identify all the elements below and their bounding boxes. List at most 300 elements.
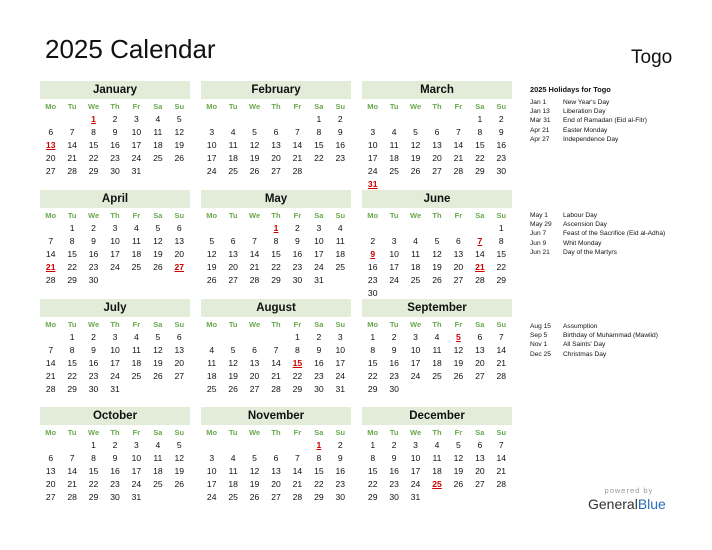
empty-cell: [40, 113, 61, 126]
weekday-label: Sa: [475, 320, 485, 329]
day-cell: 23: [389, 371, 399, 381]
month-header: August: [201, 299, 351, 317]
day-cell: 7: [498, 440, 504, 450]
day-cell: 27: [432, 166, 442, 176]
day-cell: 17: [206, 479, 217, 489]
day-cell: 18: [153, 466, 163, 476]
weekday-label: Mo: [367, 428, 379, 437]
empty-cell: [362, 222, 383, 235]
day-cell: 7: [456, 127, 461, 137]
day-cell: 25: [410, 275, 421, 285]
day-cell: 10: [410, 345, 421, 355]
empty-cell: [201, 331, 222, 344]
weekday-label: Mo: [367, 320, 379, 329]
weekday-label: We: [249, 320, 261, 329]
day-cell: 15: [314, 140, 324, 150]
day-cell: 15: [367, 466, 378, 476]
day-cell: 20: [174, 358, 185, 368]
day-cell: 1: [316, 114, 322, 124]
day-cell: 18: [389, 153, 399, 163]
day-cell: 10: [206, 140, 217, 150]
day-cell: 29: [475, 166, 485, 176]
day-cell: 27: [228, 275, 238, 285]
day-cell: 27: [453, 275, 464, 285]
day-cell: 1: [91, 440, 96, 450]
weekday-label: Th: [110, 211, 120, 220]
day-cell: 31: [131, 166, 142, 176]
weekday-label: Mo: [45, 211, 57, 220]
weekday-label: Th: [110, 320, 120, 329]
day-cell: 3: [209, 127, 215, 137]
month-grid: [40, 426, 190, 504]
holiday-item: [530, 98, 710, 107]
weekday-label: Th: [271, 320, 281, 329]
holiday-date: Jun 7: [530, 230, 547, 238]
day-cell: 22: [475, 153, 485, 163]
day-cell: 16: [88, 249, 99, 259]
day-cell: 17: [206, 153, 217, 163]
day-cell: 25: [153, 479, 163, 489]
month-november: [201, 407, 351, 504]
day-cell: 19: [228, 371, 238, 381]
day-cell: 19: [453, 358, 464, 368]
day-cell: 14: [45, 358, 56, 368]
day-cell: 1: [295, 332, 300, 342]
holiday-day-cell: 13: [45, 140, 56, 150]
holiday-item: [530, 331, 710, 340]
day-cell: 7: [48, 236, 54, 246]
weekday-label: Su: [496, 428, 507, 437]
holiday-day-cell: 9: [370, 249, 376, 259]
day-cell: 6: [456, 236, 461, 246]
month-grid: [201, 426, 351, 504]
day-cell: 10: [314, 236, 324, 246]
holiday-date: Aug 15: [530, 323, 551, 330]
weekday-label: Fr: [454, 428, 463, 437]
day-cell: 9: [391, 453, 397, 463]
day-cell: 29: [367, 384, 378, 394]
day-cell: 28: [453, 166, 464, 176]
holiday-name: Birthday of Muhammad (Mawlid): [563, 332, 658, 340]
day-cell: 26: [249, 166, 260, 176]
day-cell: 21: [496, 358, 507, 368]
day-cell: 8: [91, 127, 96, 137]
day-cell: 17: [314, 249, 324, 259]
day-cell: 19: [153, 358, 163, 368]
empty-cell: [405, 222, 426, 235]
holiday-day-cell: 7: [477, 236, 483, 246]
month-grid: [201, 318, 351, 396]
day-cell: 29: [67, 384, 77, 394]
day-cell: 12: [174, 127, 185, 137]
month-april: [40, 190, 190, 287]
day-cell: 14: [453, 140, 464, 150]
holiday-name: Ascension Day: [563, 221, 607, 229]
holiday-date: May 29: [530, 221, 552, 229]
holiday-item: [530, 248, 710, 257]
day-cell: 19: [453, 466, 464, 476]
month-july: [40, 299, 190, 396]
day-cell: 22: [367, 371, 378, 381]
day-cell: 2: [498, 114, 504, 124]
day-cell: 18: [432, 466, 442, 476]
day-cell: 7: [69, 127, 75, 137]
day-cell: 11: [207, 358, 217, 368]
day-cell: 30: [292, 275, 303, 285]
empty-cell: [469, 222, 490, 235]
day-cell: 4: [209, 345, 215, 355]
day-cell: 7: [498, 332, 504, 342]
day-cell: 20: [45, 479, 56, 489]
holiday-date: Sep 5: [530, 332, 548, 340]
empty-cell: [405, 113, 426, 126]
empty-cell: [201, 439, 222, 452]
holiday-day-cell: 5: [456, 332, 461, 342]
day-cell: 24: [110, 371, 120, 381]
day-cell: 18: [206, 371, 217, 381]
holiday-item: [530, 211, 710, 220]
empty-cell: [40, 331, 61, 344]
day-cell: 12: [153, 345, 163, 355]
day-cell: 13: [475, 345, 485, 355]
holiday-name: Independence Day: [563, 135, 619, 143]
day-cell: 9: [91, 236, 96, 246]
day-cell: 29: [367, 492, 378, 502]
day-cell: 8: [69, 236, 75, 246]
day-cell: 28: [45, 384, 56, 394]
holiday-list-2: [530, 211, 710, 257]
day-cell: 19: [174, 466, 185, 476]
weekday-label: Sa: [314, 211, 324, 220]
day-cell: 26: [174, 153, 185, 163]
day-cell: 25: [228, 492, 238, 502]
day-cell: 1: [69, 332, 75, 342]
day-cell: 17: [131, 140, 142, 150]
day-cell: 8: [370, 453, 376, 463]
day-cell: 13: [174, 236, 185, 246]
day-cell: 21: [249, 262, 260, 272]
holiday-name: New Year's Day: [563, 99, 610, 106]
day-cell: 2: [112, 114, 118, 124]
day-cell: 4: [155, 440, 161, 450]
day-cell: 17: [110, 358, 120, 368]
day-cell: 9: [91, 345, 96, 355]
day-cell: 20: [228, 262, 238, 272]
day-cell: 4: [230, 127, 236, 137]
day-cell: 3: [337, 332, 343, 342]
weekday-label: Tu: [389, 211, 399, 220]
holiday-date: May 1: [530, 212, 548, 219]
day-cell: 25: [335, 262, 346, 272]
day-cell: 10: [131, 453, 142, 463]
day-cell: 21: [453, 153, 464, 163]
day-cell: 25: [131, 371, 142, 381]
day-cell: 28: [249, 275, 260, 285]
empty-cell: [362, 113, 383, 126]
day-cell: 20: [475, 466, 485, 476]
day-cell: 14: [292, 140, 303, 150]
brand-name: GeneralBlue: [588, 496, 666, 512]
day-cell: 14: [67, 466, 77, 476]
day-cell: 16: [335, 466, 346, 476]
holiday-name: Whit Monday: [563, 239, 602, 247]
day-cell: 10: [389, 249, 399, 259]
day-cell: 15: [67, 249, 77, 259]
weekday-label: Sa: [153, 102, 163, 111]
day-cell: 10: [206, 466, 217, 476]
day-cell: 24: [131, 153, 142, 163]
month-grid: [201, 209, 351, 287]
day-cell: 18: [432, 358, 442, 368]
month-grid: [362, 100, 512, 191]
day-cell: 9: [498, 127, 504, 137]
weekday-label: Th: [271, 102, 281, 111]
day-cell: 19: [432, 262, 442, 272]
month-grid: [40, 318, 190, 396]
day-cell: 3: [413, 332, 418, 342]
day-cell: 27: [271, 492, 281, 502]
day-cell: 29: [88, 166, 99, 176]
day-cell: 9: [391, 345, 397, 355]
weekday-label: Mo: [367, 211, 379, 220]
holiday-date: Jun 21: [530, 248, 550, 256]
day-cell: 16: [367, 262, 378, 272]
day-cell: 29: [271, 275, 281, 285]
day-cell: 12: [249, 140, 260, 150]
weekday-label: Mo: [206, 320, 218, 329]
day-cell: 14: [271, 358, 281, 368]
day-cell: 14: [496, 345, 507, 355]
month-header: October: [40, 407, 190, 425]
day-cell: 30: [88, 384, 99, 394]
day-cell: 24: [110, 262, 120, 272]
day-cell: 23: [335, 153, 346, 163]
empty-cell: [383, 113, 404, 126]
day-cell: 10: [131, 127, 142, 137]
day-cell: 6: [48, 127, 54, 137]
day-cell: 11: [389, 140, 399, 150]
day-cell: 26: [410, 166, 421, 176]
day-cell: 11: [411, 249, 421, 259]
day-cell: 16: [314, 358, 324, 368]
day-cell: 15: [88, 466, 99, 476]
month-header: November: [201, 407, 351, 425]
day-cell: 16: [389, 358, 399, 368]
holiday-day-cell: 1: [316, 440, 322, 450]
weekday-label: Th: [432, 102, 442, 111]
day-cell: 16: [292, 249, 303, 259]
day-cell: 1: [477, 114, 483, 124]
day-cell: 17: [110, 249, 120, 259]
day-cell: 8: [477, 127, 483, 137]
weekday-label: Th: [432, 211, 442, 220]
day-cell: 28: [45, 275, 56, 285]
day-cell: 13: [432, 140, 442, 150]
day-cell: 22: [314, 153, 324, 163]
weekday-label: Fr: [454, 320, 463, 329]
weekday-label: We: [249, 211, 261, 220]
day-cell: 8: [370, 345, 376, 355]
month-grid: [362, 426, 512, 504]
day-cell: 30: [314, 384, 324, 394]
empty-cell: [244, 331, 265, 344]
weekday-label: Mo: [367, 102, 379, 111]
day-cell: 20: [453, 262, 464, 272]
day-cell: 23: [335, 479, 346, 489]
day-cell: 27: [45, 492, 56, 502]
day-cell: 5: [434, 236, 440, 246]
day-cell: 20: [249, 371, 260, 381]
weekday-label: Fr: [293, 211, 302, 220]
weekday-label: Su: [174, 102, 185, 111]
holiday-item: [530, 135, 710, 144]
weekday-label: Fr: [132, 428, 141, 437]
day-cell: 31: [335, 384, 346, 394]
day-cell: 1: [370, 332, 376, 342]
day-cell: 6: [273, 453, 279, 463]
holiday-item: [530, 340, 710, 349]
day-cell: 5: [252, 453, 257, 463]
weekday-label: Th: [271, 211, 281, 220]
day-cell: 16: [335, 140, 346, 150]
holiday-item: [530, 116, 710, 125]
weekday-label: Mo: [45, 320, 57, 329]
weekday-label: Sa: [153, 320, 163, 329]
day-cell: 27: [174, 371, 185, 381]
day-cell: 20: [475, 358, 485, 368]
day-cell: 1: [69, 223, 75, 233]
weekday-label: Mo: [45, 428, 57, 437]
day-cell: 22: [292, 371, 303, 381]
holiday-name: Christmas Day: [563, 350, 607, 358]
weekday-label: We: [410, 428, 422, 437]
weekday-label: Su: [496, 320, 507, 329]
month-grid: [40, 209, 190, 287]
day-cell: 2: [112, 440, 118, 450]
day-cell: 5: [176, 440, 182, 450]
holiday-date: Nov 1: [530, 341, 548, 349]
day-cell: 4: [134, 223, 139, 233]
day-cell: 18: [228, 479, 238, 489]
day-cell: 4: [434, 332, 440, 342]
day-cell: 17: [335, 358, 346, 368]
day-cell: 17: [410, 358, 421, 368]
day-cell: 26: [153, 371, 163, 381]
day-cell: 12: [174, 453, 185, 463]
empty-cell: [222, 331, 243, 344]
weekday-label: Fr: [293, 428, 302, 437]
day-cell: 29: [292, 384, 303, 394]
day-cell: 19: [153, 249, 163, 259]
day-cell: 24: [335, 371, 346, 381]
weekday-label: Tu: [67, 320, 77, 329]
day-cell: 27: [271, 166, 281, 176]
holiday-item: [530, 126, 710, 135]
day-cell: 11: [228, 466, 238, 476]
day-cell: 15: [271, 249, 281, 259]
holiday-item: [530, 239, 710, 248]
holiday-item: [530, 350, 710, 359]
day-cell: 21: [67, 153, 77, 163]
holiday-day-cell: 1: [273, 223, 279, 233]
day-cell: 18: [131, 358, 142, 368]
month-grid: [362, 209, 512, 300]
day-cell: 16: [389, 466, 399, 476]
holiday-date: Jan 13: [530, 108, 550, 116]
day-cell: 4: [413, 236, 418, 246]
day-cell: 12: [432, 249, 442, 259]
day-cell: 7: [295, 127, 300, 137]
day-cell: 25: [432, 371, 442, 381]
country-name: Togo: [631, 47, 673, 68]
day-cell: 28: [292, 492, 303, 502]
day-cell: 4: [337, 223, 343, 233]
day-cell: 20: [271, 479, 281, 489]
holiday-item: [530, 220, 710, 229]
holiday-name: Day of the Martyrs: [563, 248, 617, 256]
day-cell: 7: [252, 236, 257, 246]
weekday-label: Sa: [475, 428, 485, 437]
day-cell: 13: [271, 466, 281, 476]
day-cell: 22: [88, 153, 99, 163]
weekday-label: Tu: [389, 320, 399, 329]
empty-cell: [40, 222, 61, 235]
day-cell: 22: [67, 262, 77, 272]
day-cell: 16: [110, 466, 120, 476]
holiday-date: Mar 31: [530, 117, 551, 125]
day-cell: 5: [230, 345, 236, 355]
weekday-label: Fr: [293, 102, 302, 111]
day-cell: 16: [110, 140, 120, 150]
holiday-list-title: 2025 Holidays for Togo: [530, 85, 611, 94]
day-cell: 15: [314, 466, 324, 476]
day-cell: 12: [410, 140, 421, 150]
month-may: [201, 190, 351, 287]
month-grid: [40, 100, 190, 178]
day-cell: 29: [88, 492, 99, 502]
weekday-label: Sa: [314, 428, 324, 437]
day-cell: 26: [174, 479, 185, 489]
day-cell: 13: [475, 453, 485, 463]
day-cell: 11: [153, 453, 163, 463]
day-cell: 3: [112, 332, 118, 342]
day-cell: 10: [110, 345, 120, 355]
day-cell: 23: [88, 371, 99, 381]
day-cell: 22: [271, 262, 281, 272]
day-cell: 31: [110, 384, 120, 394]
day-cell: 3: [316, 223, 322, 233]
day-cell: 10: [110, 236, 120, 246]
day-cell: 19: [410, 153, 421, 163]
weekday-label: We: [410, 102, 422, 111]
day-cell: 24: [367, 166, 378, 176]
holiday-list-3: [530, 322, 710, 359]
weekday-label: Tu: [389, 102, 399, 111]
day-cell: 26: [249, 492, 260, 502]
holiday-date: Dec 25: [530, 350, 551, 358]
day-cell: 15: [367, 358, 378, 368]
day-cell: 2: [337, 440, 343, 450]
weekday-label: We: [88, 320, 100, 329]
day-cell: 23: [292, 262, 303, 272]
holiday-day-cell: 27: [174, 262, 185, 272]
weekday-label: Mo: [206, 211, 218, 220]
day-cell: 12: [206, 249, 217, 259]
weekday-label: We: [410, 211, 422, 220]
month-september: [362, 299, 512, 396]
day-cell: 9: [337, 127, 343, 137]
month-header: June: [362, 190, 512, 208]
